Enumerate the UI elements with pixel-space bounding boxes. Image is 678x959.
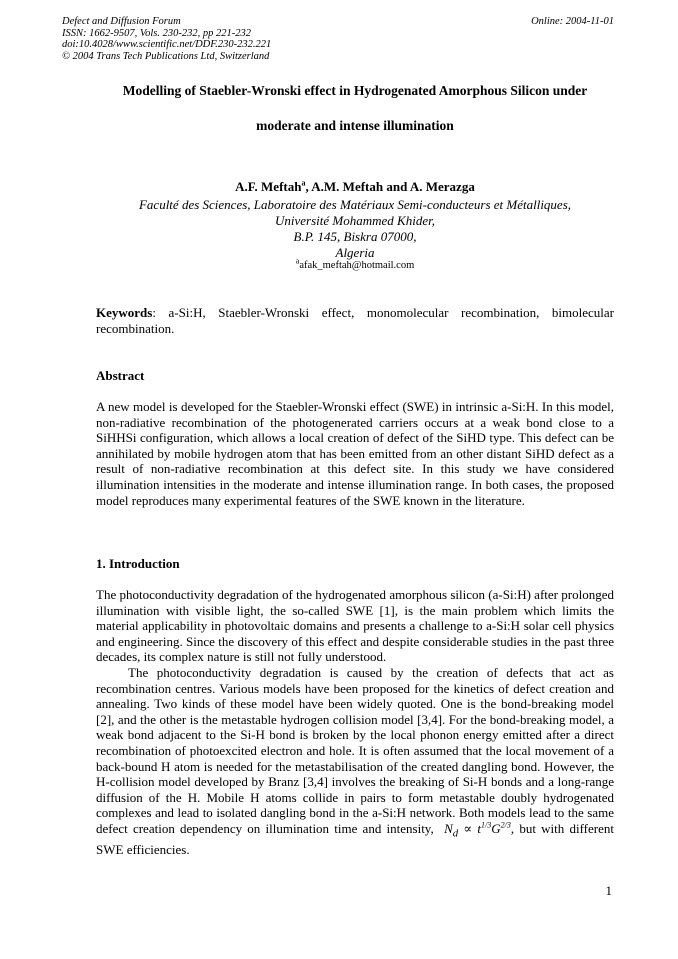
affiliation-line1: Faculté des Sciences, Laboratoire des Matériaux Semi-conducteurs et Métalliques, bbox=[138, 197, 572, 212]
copyright-line: © 2004 Trans Tech Publications Ltd, Switzerland bbox=[62, 50, 270, 62]
intro-paragraph-1: The photoconductivity degradation of the hydrogenated amorphous silicon (a-Si:H) after prolonged illumination with visible light, the so-called SWE [1], is the main problem which limits the material applicability in photovoltaic domains and presents a challenge to a-Si:H solar cell physics and engineering. Since the discovery of this effect and despite considerable studies in the past three decades, its complex nature is still not fully understood. bbox=[96, 587, 614, 665]
formula-exp2: 2/3 bbox=[500, 820, 511, 830]
abstract-heading: Abstract bbox=[96, 368, 145, 383]
author-rest: , A.M. Meftah and A. Merazga bbox=[305, 179, 475, 194]
formula bbox=[444, 820, 511, 840]
paper-title-line1: Modelling of Staebler-Wronski effect in Hydrogenated Amorphous Silicon under bbox=[122, 83, 588, 98]
affiliation-line3: B.P. 145, Biskra 07000, bbox=[293, 229, 417, 244]
email-address: afak_meftah@hotmail.com bbox=[299, 260, 415, 271]
email-sup: a bbox=[295, 256, 300, 266]
affiliation-line4: Algeria bbox=[335, 245, 375, 260]
formula-n: N bbox=[444, 820, 453, 836]
intro-paragraph-2-tail: , but with different SWE efficiencies. bbox=[96, 820, 614, 858]
online-date: Online: 2004-11-01 bbox=[531, 16, 614, 27]
formula-exp1: 1/3 bbox=[481, 820, 492, 830]
doi-line: doi:10.4028/www.scientific.net/DDF.230-232.221 bbox=[62, 39, 272, 51]
page-number: 1 bbox=[605, 883, 612, 898]
email bbox=[96, 256, 614, 271]
keywords-label: Keywords bbox=[96, 305, 153, 320]
abstract-text: A new model is developed for the Staebler-Wronski effect (SWE) in intrinsic a-Si:H. In this model, non-radiative recombination of the photogenerated carriers occurs at a weak bond close to a SiHHSi configuration, which allows a local creation of defect of the SiHD type. This defect can be annihilated by mobile hydrogen atom that has been emitted from an other distant SiHD defect as a result of non-radiative recombination at this defect site. In this study we have considered illumination intensities in the moderate and intense illumination range. In both cases, the proposed model reproduces many experimental features of the SWE known in the literature. bbox=[96, 399, 614, 508]
authors bbox=[96, 179, 614, 195]
journal-name: Defect and Diffusion Forum bbox=[62, 16, 181, 27]
intro-paragraph-2 bbox=[96, 665, 614, 858]
formula-rel: ∝ t bbox=[458, 820, 482, 836]
formula-sub: d bbox=[452, 827, 459, 840]
intro-paragraph-2-text: The photoconductivity degradation is caused by the creation of defects that act as recombination centres. Various models have been proposed for the kinetics of defect creation and annealing. Two kinds of these model have been widely quoted. One is the bond-breaking model [2], and the other is the metastable hydrogen collision model [3,4]. For the bond-breaking model, a weak bond adjacent to the Si-H bond is broken by the local phonon energy emitted after a direct recombination of photoexcited electron and hole. It is often assumed that the local movement of a back-bound H atom is needed for the metastabilisation of the created dangling bond. However, the H-collision model developed by Branz [3,4] involves the breaking of Si-H bonds and a long-range diffusion of the H. Mobile H atoms collide in pairs to form metastable doubly hydrogenated complexes and lead to isolated dangling bond in the a-Si:H network. Both models lead to the same defect creation dependency on illumination time and intensity, bbox=[96, 665, 614, 836]
paper-title-line2: moderate and intense illumination bbox=[256, 118, 454, 133]
affiliation-line2: Université Mohammed Khider, bbox=[275, 213, 435, 228]
author-first: A.F. Meftah bbox=[235, 179, 302, 194]
issn-line: ISSN: 1662-9507, Vols. 230-232, pp 221-232 bbox=[62, 27, 251, 39]
introduction-heading: 1. Introduction bbox=[96, 556, 180, 571]
author-first-sup: a bbox=[301, 178, 306, 188]
journal-header bbox=[62, 16, 271, 62]
keywords bbox=[96, 305, 614, 336]
formula-g: G bbox=[491, 820, 501, 836]
keywords-text: : a-Si:H, Staebler-Wronski effect, monomolecular recombination, bimolecular recombination. bbox=[96, 305, 614, 336]
